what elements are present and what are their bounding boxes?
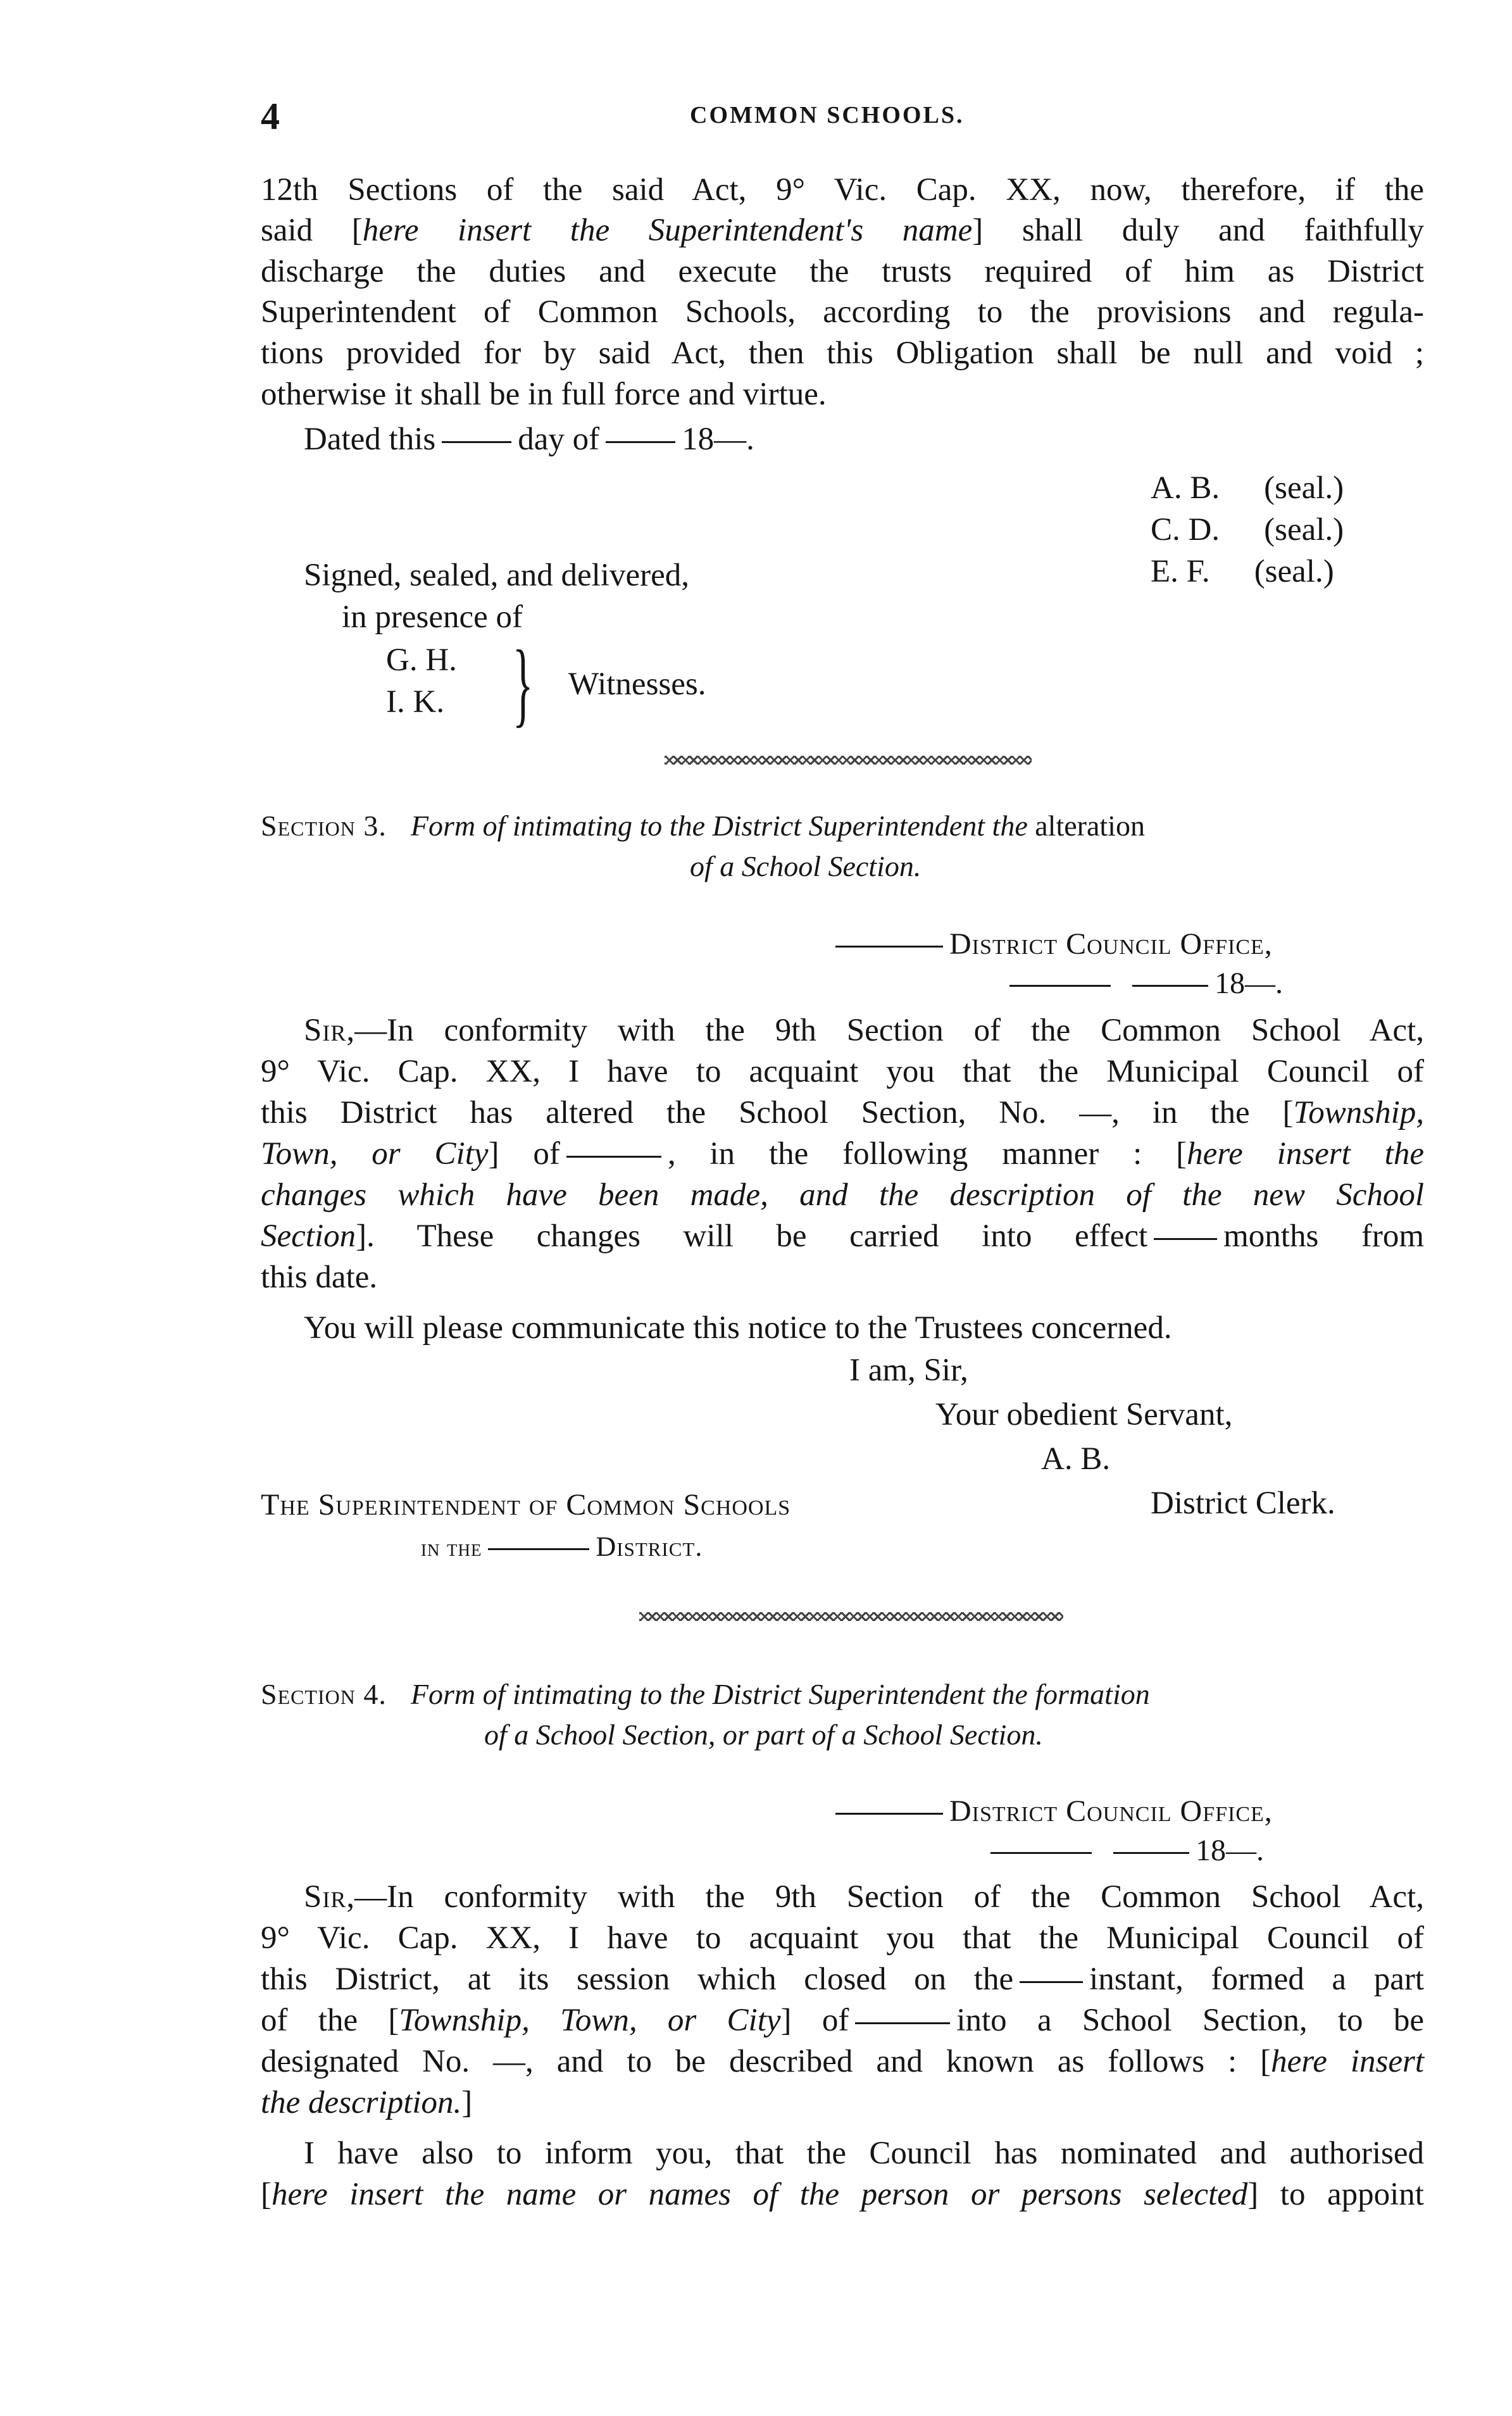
- section4-heading-line2: of a School Section, or part of a School Section.: [484, 1718, 1043, 1751]
- ornamental-divider-1: [665, 756, 1032, 765]
- section3-signer: A. B.: [1041, 1441, 1111, 1477]
- section3-line-2: 9° Vic. Cap. XX, I have to acquaint you that the Municipal Council of: [261, 1054, 1424, 1089]
- bond-line-2: said [here insert the Superintendent's name] shall duly and faithfully: [261, 213, 1424, 248]
- signer-ef: E. F. (seal.): [1151, 554, 1334, 589]
- section3-line-7: this date.: [261, 1260, 378, 1295]
- bond-line-6: otherwise it shall be in full force and virtue.: [261, 377, 827, 412]
- dated-line: Dated this day of 18—.: [304, 422, 754, 457]
- signer-cd: C. D. (seal.): [1151, 512, 1344, 548]
- section3-office: District Council Office,: [835, 927, 1273, 961]
- witnesses-label: Witnesses.: [568, 667, 706, 702]
- witness-gh: G. H.: [386, 642, 457, 678]
- section3-line-1: Sir,—In conformity with the 9th Section of the Common School Act,: [304, 1013, 1424, 1048]
- section4-date: 18—.: [984, 1833, 1264, 1868]
- section4-heading: Section 4. Form of intimating to the District Superintendent the formation: [261, 1678, 1150, 1710]
- section3-line-4: Town, or City] of , in the following manner : [here insert the: [261, 1136, 1424, 1172]
- section4-line-5: designated No. —, and to be described and known as follows : [here insert: [261, 2044, 1424, 2079]
- section3-line-6: Section]. These changes will be carried into effect months from: [261, 1218, 1424, 1254]
- witness-ik: I. K.: [386, 684, 445, 720]
- signer-ab: A. B. (seal.): [1151, 470, 1344, 506]
- bond-line-5: tions provided for by said Act, then this Obligation shall be null and void ;: [261, 335, 1424, 371]
- running-title: COMMON SCHOOLS.: [690, 102, 965, 128]
- page-number: 4: [261, 96, 280, 137]
- signed-sealed-line: Signed, sealed, and delivered,: [304, 558, 689, 593]
- section3-i-am: I am, Sir,: [849, 1353, 968, 1388]
- ornamental-divider-2: [639, 1612, 1063, 1621]
- witness-brace: }: [513, 631, 534, 736]
- section3-heading: Section 3. Form of intimating to the District Superintendent the alteration: [261, 810, 1145, 842]
- section3-addressee-1: The Superintendent of Common Schools: [261, 1488, 791, 1522]
- section4-line-7: I have also to inform you, that the Council has nominated and authorised: [304, 2136, 1424, 2171]
- presence-line: in presence of: [342, 599, 523, 635]
- section4-line-1: Sir,—In conformity with the 9th Section of the Common School Act,: [304, 1879, 1424, 1915]
- section3-heading-line2: of a School Section.: [690, 850, 922, 882]
- section4-office: District Council Office,: [835, 1794, 1273, 1829]
- section3-line-3: this District has altered the School Section, No. —, in the [Township,: [261, 1095, 1424, 1130]
- section3-line-5: changes which have been made, and the description of the new School: [261, 1177, 1424, 1213]
- bond-line-3: discharge the duties and execute the trusts required of him as District: [261, 254, 1424, 289]
- bond-line-1: 12th Sections of the said Act, 9° Vic. Cap. XX, now, therefore, if the: [261, 172, 1424, 208]
- section4-line-8: [here insert the name or names of the person or persons selected] to appoint: [261, 2177, 1424, 2212]
- section3-closing: You will please communicate this notice to the Trustees concerned.: [304, 1310, 1172, 1346]
- section3-date: 18—.: [1003, 966, 1283, 1001]
- section4-line-4: of the [Township, Town, or City] of into a School Section, to be: [261, 2003, 1424, 2038]
- section3-addressee-2: in the District.: [421, 1531, 703, 1562]
- section4-line-2: 9° Vic. Cap. XX, I have to acquaint you that the Municipal Council of: [261, 1920, 1424, 1956]
- section4-line-6: the description.]: [261, 2085, 473, 2120]
- section4-line-3: this District, at its session which closed on the instant, formed a part: [261, 1962, 1424, 1997]
- section3-clerk: District Clerk.: [1151, 1486, 1335, 1521]
- section3-servant: Your obedient Servant,: [935, 1397, 1233, 1432]
- bond-line-4: Superintendent of Common Schools, according to the provisions and regula-: [261, 294, 1424, 330]
